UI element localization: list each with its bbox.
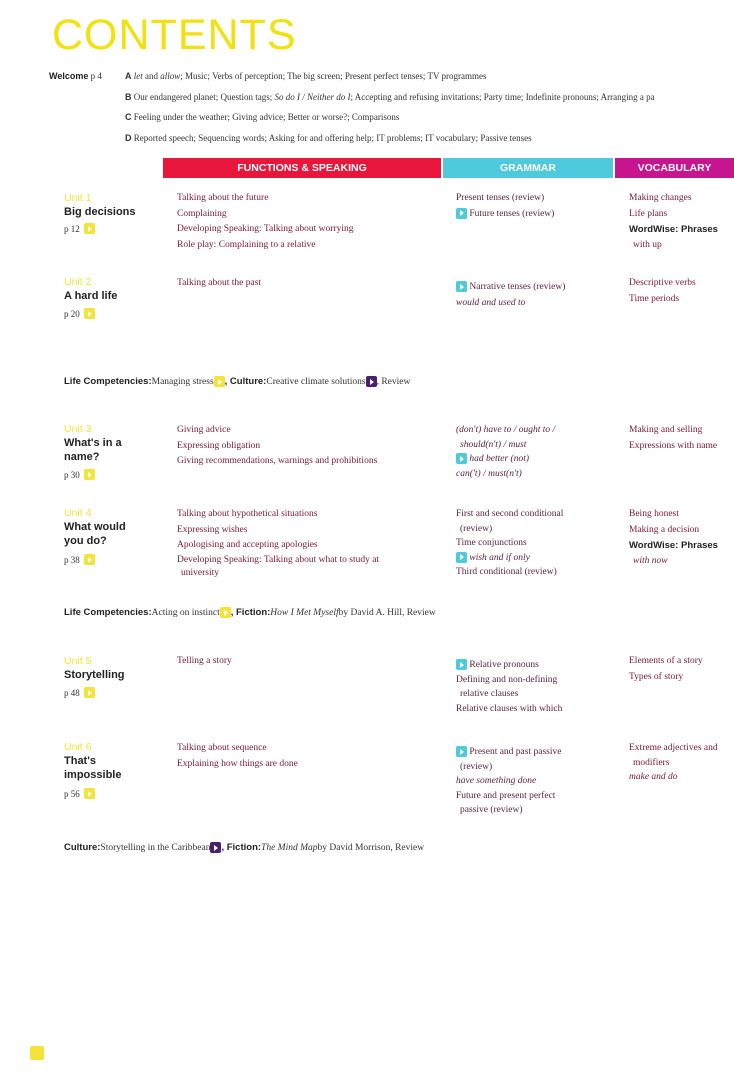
welcome-label: Welcome p 4 (49, 71, 102, 81)
unit-1-vocabulary: Making changes Life plans WordWise: Phrases with up (629, 193, 718, 250)
unit-5-page[interactable]: p 48 (64, 687, 95, 698)
unit-4-title: What would you do? (64, 521, 126, 547)
unit-6-page[interactable]: p 56 (64, 788, 95, 799)
play-icon[interactable] (366, 376, 377, 387)
page-title: CONTENTS (52, 11, 297, 59)
unit-3-title: What's in a name? (64, 437, 122, 463)
unit-2-page[interactable]: p 20 (64, 308, 95, 319)
play-icon[interactable] (456, 281, 467, 292)
unit-5-vocabulary: Elements of a story Types of story (629, 656, 703, 682)
header-functions: FUNCTIONS & SPEAKING (163, 158, 441, 178)
unit-3-grammar: (don't) have to / ought to / should(n't) / must had better (not) can('t) / must(n't) (456, 425, 556, 479)
header-vocabulary: VOCABULARY (615, 158, 734, 178)
unit-6-grammar: Present and past passive (review) have something done Future and present perfect passive (review) (456, 747, 562, 815)
page-number-badge (30, 1046, 44, 1060)
unit-3-number: Unit 3 (64, 423, 92, 435)
unit-4-grammar: First and second conditional (review) Time conjunctions wish and if only Third conditional (review) (456, 509, 564, 577)
play-icon[interactable] (210, 842, 221, 853)
unit-2-vocabulary: Descriptive verbs Time periods (629, 278, 696, 304)
unit-5-functions: Telling a story (177, 656, 232, 666)
play-icon[interactable] (84, 788, 95, 799)
life-competencies-1: Life Competencies: Managing stress , Culture: Creative climate solutions , Review (64, 376, 411, 387)
unit-4-vocabulary: Being honest Making a decision WordWise: Phrases with now (629, 509, 718, 566)
play-icon[interactable] (84, 223, 95, 234)
unit-1-title: Big decisions (64, 206, 136, 218)
play-icon[interactable] (456, 659, 467, 670)
play-icon[interactable] (84, 554, 95, 565)
welcome-line-b: B Our endangered planet; Question tags; So do I / Neither do I; Accepting and refusing invitations; Party time; Indefinite pronouns; Arranging a pa (125, 92, 655, 102)
play-icon[interactable] (456, 453, 467, 464)
unit-1-functions: Talking about the future Complaining Developing Speaking: Talking about worrying Role play: Complaining to a relative (177, 193, 354, 250)
unit-1-page[interactable]: p 12 (64, 223, 95, 234)
culture-line: Culture: Storytelling in the Caribbean , Fiction: The Mind Map by David Morrison, Review (64, 842, 425, 853)
life-competencies-2: Life Competencies: Acting on instinct , Fiction: How I Met Myself by David A. Hill, Review (64, 607, 436, 618)
welcome-line-a: A let and allow; Music; Verbs of perception; The big screen; Present perfect tenses; TV programmes (125, 71, 487, 81)
unit-4-number: Unit 4 (64, 507, 92, 519)
unit-1-number: Unit 1 (64, 192, 92, 204)
unit-6-functions: Talking about sequence Explaining how things are done (177, 743, 298, 769)
unit-1-grammar: Present tenses (review) Future tenses (review) (456, 193, 555, 219)
unit-6-title: That's impossible (64, 755, 122, 781)
unit-5-grammar: Relative pronouns Defining and non-defining relative clauses Relative clauses with which (456, 660, 563, 714)
play-icon[interactable] (456, 746, 467, 757)
unit-2-number: Unit 2 (64, 276, 92, 288)
unit-4-page[interactable]: p 38 (64, 554, 95, 565)
play-icon[interactable] (84, 469, 95, 480)
unit-5-title: Storytelling (64, 669, 125, 681)
unit-3-vocabulary: Making and selling Expressions with name (629, 425, 718, 451)
unit-5-number: Unit 5 (64, 655, 92, 667)
play-icon[interactable] (456, 208, 467, 219)
play-icon[interactable] (84, 687, 95, 698)
play-icon[interactable] (456, 552, 467, 563)
unit-6-vocabulary: Extreme adjectives and modifiers make and do (629, 743, 718, 782)
unit-4-functions: Talking about hypothetical situations Expressing wishes Apologising and accepting apologies Developing Speaking: Talking about what to study at university (177, 509, 380, 578)
unit-2-title: A hard life (64, 290, 118, 302)
play-icon[interactable] (214, 376, 225, 387)
welcome-line-c: C Feeling under the weather; Giving advice; Better or worse?; Comparisons (125, 112, 400, 122)
unit-2-grammar: Narrative tenses (review) would and used to (456, 282, 566, 308)
header-grammar: GRAMMAR (443, 158, 613, 178)
unit-3-functions: Giving advice Expressing obligation Giving recommendations, warnings and prohibitions (177, 425, 378, 466)
play-icon[interactable] (220, 607, 231, 618)
play-icon[interactable] (84, 308, 95, 319)
unit-2-functions: Talking about the past (177, 278, 262, 288)
unit-3-page[interactable]: p 30 (64, 469, 95, 480)
unit-6-number: Unit 6 (64, 741, 92, 753)
welcome-line-d: D Reported speech; Sequencing words; Asking for and offering help; IT problems; IT vocabulary; Passive tenses (125, 133, 532, 143)
